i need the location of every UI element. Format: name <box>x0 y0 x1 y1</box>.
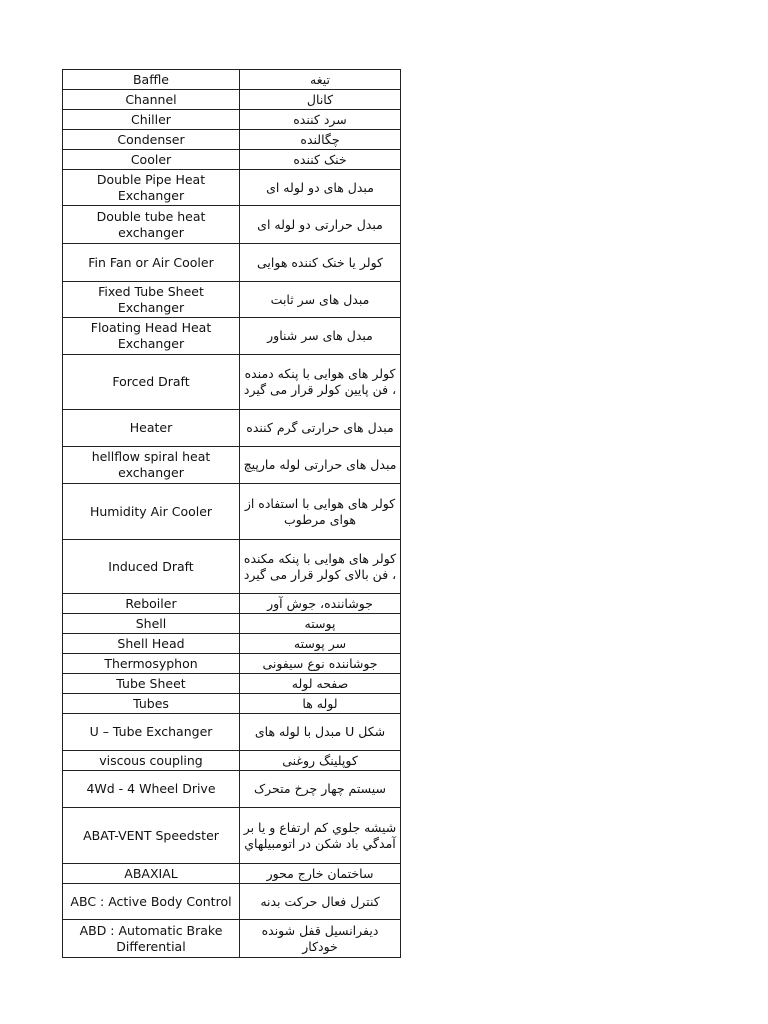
english-term: viscous coupling <box>63 751 240 771</box>
persian-term: کولر های هوایی با پنکه مکنده ، فن بالای کولر قرار می گیرد <box>240 540 401 594</box>
english-term: Forced Draft <box>63 355 240 410</box>
english-term: ABD : Automatic Brake Differential <box>63 920 240 958</box>
table-row <box>63 634 401 654</box>
glossary-table <box>62 69 401 958</box>
table-row <box>63 884 401 920</box>
persian-term: کولر یا خنک کننده هوایی <box>240 244 401 282</box>
persian-term: چگالنده <box>240 130 401 150</box>
table-row <box>63 355 401 410</box>
table-row <box>63 150 401 170</box>
table-row <box>63 654 401 674</box>
english-term: Condenser <box>63 130 240 150</box>
english-term: ABC : Active Body Control <box>63 884 240 920</box>
table-row <box>63 694 401 714</box>
table-row <box>63 410 401 447</box>
persian-term: جوشاننده نوع سیفونی <box>240 654 401 674</box>
persian-term: جوشاننده، جوش آور <box>240 594 401 614</box>
english-term: ABAXIAL <box>63 864 240 884</box>
table-row <box>63 70 401 90</box>
persian-term: کولر های هوایی با پنکه دمنده ، فن پایین کولر قرار می گیرد <box>240 355 401 410</box>
table-row <box>63 447 401 484</box>
persian-term: ساختمان خارج محور <box>240 864 401 884</box>
persian-term: دیفرانسیل قفل شونده خودکار <box>240 920 401 958</box>
table-row <box>63 920 401 958</box>
table-row <box>63 484 401 540</box>
english-term: ABAT-VENT Speedster <box>63 808 240 864</box>
table-row <box>63 110 401 130</box>
english-term: hellflow spiral heat exchanger <box>63 447 240 484</box>
english-term: Double Pipe Heat Exchanger <box>63 170 240 206</box>
persian-term: مبدل های سر شناور <box>240 318 401 355</box>
persian-term: صفحه لوله <box>240 674 401 694</box>
table-row <box>63 540 401 594</box>
persian-term: مبدل حرارتی دو لوله ای <box>240 206 401 244</box>
persian-term: کولر های هوایی با استفاده از هوای مرطوب <box>240 484 401 540</box>
persian-term: شکل U مبدل با لوله های <box>240 714 401 751</box>
table-row <box>63 751 401 771</box>
table-row <box>63 614 401 634</box>
english-term: Double tube heat exchanger <box>63 206 240 244</box>
english-term: Tubes <box>63 694 240 714</box>
persian-term: سر پوسته <box>240 634 401 654</box>
persian-term: کوپلینگ روغنی <box>240 751 401 771</box>
persian-term: مبدل های دو لوله ای <box>240 170 401 206</box>
english-term: Humidity Air Cooler <box>63 484 240 540</box>
table-row <box>63 282 401 318</box>
table-row <box>63 206 401 244</box>
table-row <box>63 714 401 751</box>
table-row <box>63 244 401 282</box>
english-term: Heater <box>63 410 240 447</box>
english-term: Induced Draft <box>63 540 240 594</box>
persian-term: پوسته <box>240 614 401 634</box>
persian-term: خنک کننده <box>240 150 401 170</box>
english-term: Baffle <box>63 70 240 90</box>
english-term: Shell <box>63 614 240 634</box>
table-row <box>63 130 401 150</box>
english-term: Shell Head <box>63 634 240 654</box>
table-row <box>63 594 401 614</box>
table-row <box>63 318 401 355</box>
english-term: 4Wd - 4 Wheel Drive <box>63 771 240 808</box>
english-term: Chiller <box>63 110 240 130</box>
english-term: Fin Fan or Air Cooler <box>63 244 240 282</box>
table-row <box>63 170 401 206</box>
table-row <box>63 864 401 884</box>
persian-term: کانال <box>240 90 401 110</box>
table-row <box>63 90 401 110</box>
persian-term: مبدل های حرارتی گرم کننده <box>240 410 401 447</box>
table-row <box>63 808 401 864</box>
english-term: Reboiler <box>63 594 240 614</box>
persian-term: سیستم چهار چرخ متحرک <box>240 771 401 808</box>
table-row <box>63 674 401 694</box>
persian-term: شيشه جلوي كم ارتفاع و يا بر آمدگي باد شكن در اتومبيلهاي <box>240 808 401 864</box>
persian-term: کنترل فعال حرکت بدنه <box>240 884 401 920</box>
persian-term: سرد کننده <box>240 110 401 130</box>
english-term: Tube Sheet <box>63 674 240 694</box>
persian-term: مبدل های حرارتی لوله مارپیچ <box>240 447 401 484</box>
english-term: Channel <box>63 90 240 110</box>
english-term: Thermosyphon <box>63 654 240 674</box>
english-term: Fixed Tube Sheet Exchanger <box>63 282 240 318</box>
persian-term: مبدل های سر ثابت <box>240 282 401 318</box>
persian-term: تیغه <box>240 70 401 90</box>
english-term: Cooler <box>63 150 240 170</box>
persian-term: لوله ها <box>240 694 401 714</box>
english-term: Floating Head Heat Exchanger <box>63 318 240 355</box>
english-term: U – Tube Exchanger <box>63 714 240 751</box>
table-row <box>63 771 401 808</box>
